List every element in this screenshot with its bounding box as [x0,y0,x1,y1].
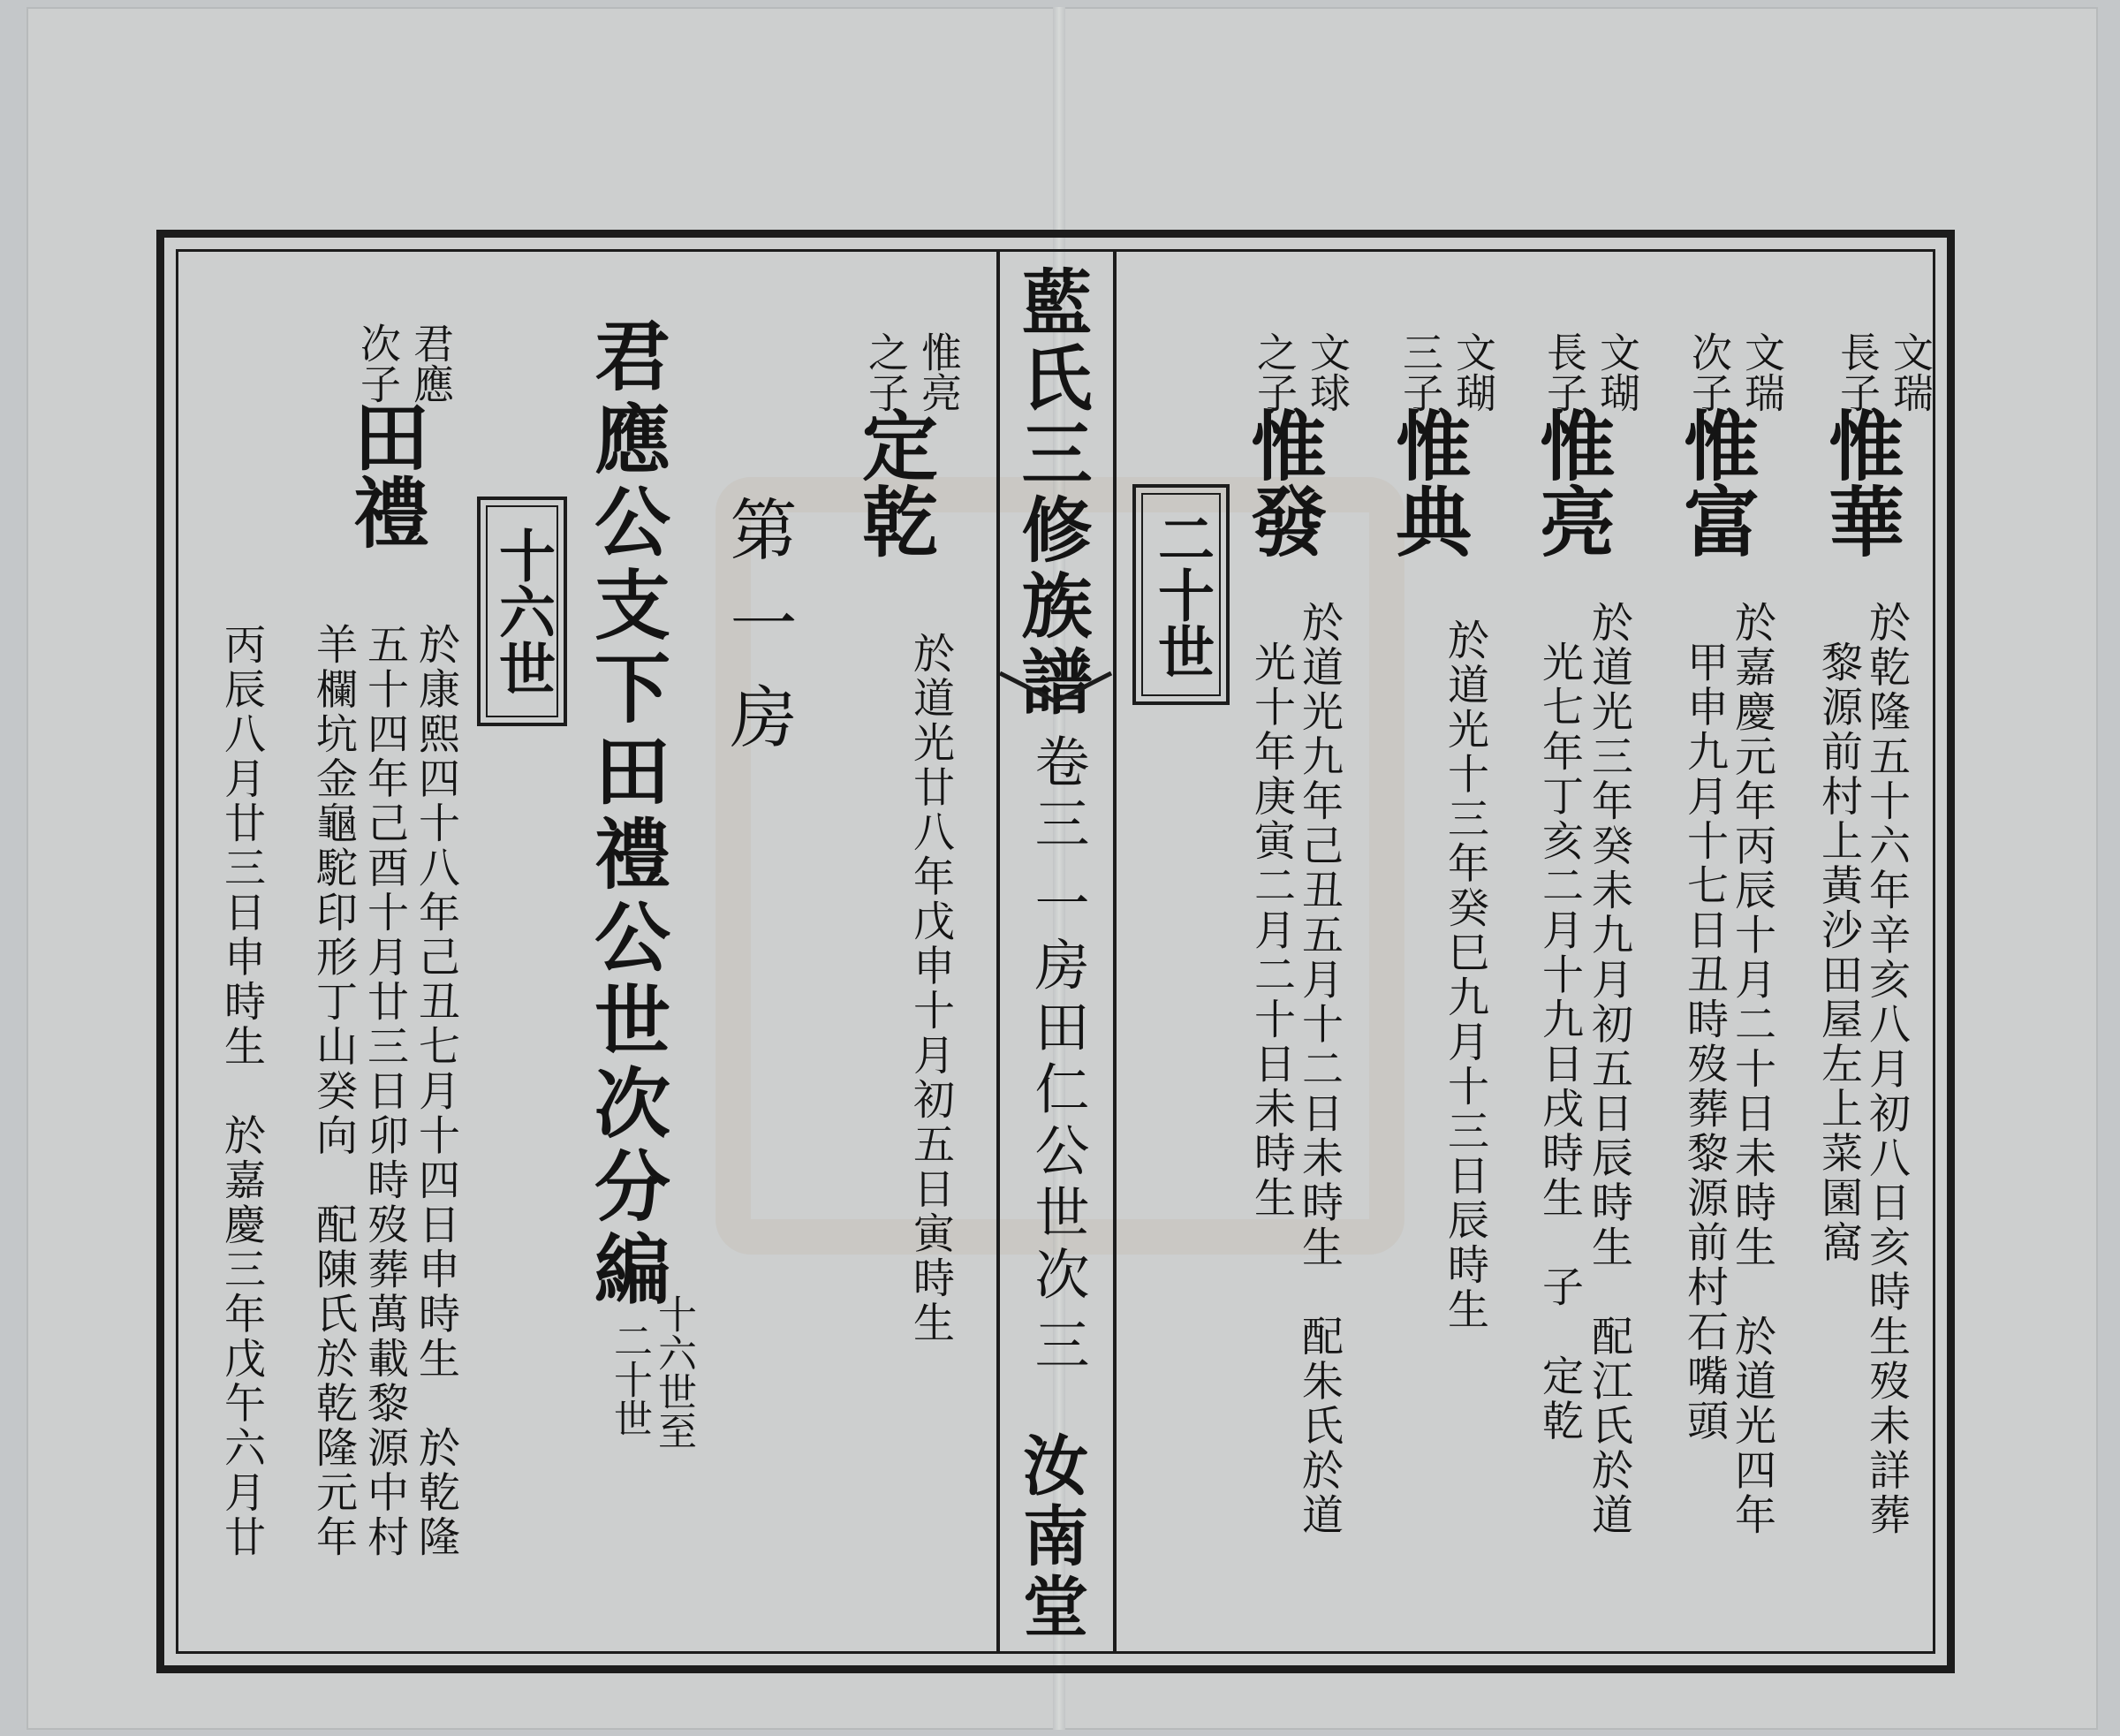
entry-parent: 君應 [407,322,455,404]
entry-text: 黎源前村上黃沙田屋左上菜園窩 [1814,641,1863,1265]
branch-label: 一房田仁公世次 [1026,875,1090,1308]
entry-parent: 文瑚 [1594,331,1641,413]
hall-name: 汝南堂 [1012,1431,1088,1643]
section-range: 十六世至 [651,1294,696,1450]
generation-label-left: 十六世 [489,527,556,696]
generation-box-right [1132,484,1230,705]
entry-rank: 次子 [1685,331,1733,413]
book-title: 藍氏三修族譜 [1010,265,1093,721]
entry-text: 光七年丁亥二月十九日戌時生 子 定乾 [1535,641,1584,1444]
entry-rank: 三子 [1397,331,1444,413]
entry-parent: 文瑞 [1887,331,1934,413]
entry-parent: 惟亮 [915,331,963,413]
entry-text: 羊欄坑金龜駝印形丁山癸向 配陳氏於乾隆元年 [309,623,358,1560]
section-title: 君應公支下田禮公世次分編 [581,316,670,1313]
entry-name: 惟富 [1670,406,1760,558]
section-range: 二十世 [607,1321,652,1437]
entry-name: 惟典 [1382,406,1472,558]
entry-text: 於乾隆五十六年辛亥八月初八日亥時生歿未詳葬 [1862,601,1911,1538]
entry-rank: 之子 [862,331,910,413]
entry-rank: 之子 [1251,331,1298,413]
entry-name: 惟發 [1238,406,1327,558]
entry-name: 惟亮 [1526,406,1616,558]
entry-text: 丙辰八月廿三日申時生 於嘉慶三年戊午六月廿 [217,623,266,1560]
entry-rank: 長子 [1541,331,1588,413]
entry-rank: 次子 [354,322,402,404]
volume-label: 卷三 [1026,733,1090,857]
generation-label-right: 二十世 [1148,510,1215,679]
fish-tail-mark [998,671,1113,703]
house-heading: 第一房 [719,495,798,776]
entry-parent: 文瑚 [1450,331,1497,413]
entry-text: 五十四年己酉十月廿三日卯時歿葬萬載黎源中村 [360,623,409,1560]
generation-box-left [477,497,567,726]
entry-text: 於道光廿八年戊申十月初五日寅時生 [906,632,955,1346]
page-number: 三 [1026,1316,1090,1378]
entry-text: 甲申九月十七日丑時歿葬黎源前村石嘴頭 [1680,641,1729,1444]
entry-name: 田禮 [340,398,429,550]
entry-text: 於嘉慶元年丙辰十月二十日未時生 於道光四年 [1728,601,1776,1538]
entry-text: 於道光十三年癸巳九月十三日辰時生 [1441,618,1489,1332]
entry-text: 於道光九年己丑五月十二日未時生 配朱氏於道 [1295,601,1344,1538]
entry-name: 定乾 [849,406,938,558]
entry-name: 惟華 [1815,406,1904,558]
entry-rank: 長子 [1834,331,1882,413]
entry-parent: 文瑞 [1738,331,1786,413]
entry-text: 於道光三年癸未九月初五日辰時生 配江氏於道 [1585,601,1633,1538]
entry-text: 光十年庚寅二月二十日未時生 [1247,641,1296,1221]
entry-parent: 文球 [1304,331,1352,413]
entry-text: 於康熙四十八年己丑七月十四日申時生 於乾隆 [412,623,460,1560]
